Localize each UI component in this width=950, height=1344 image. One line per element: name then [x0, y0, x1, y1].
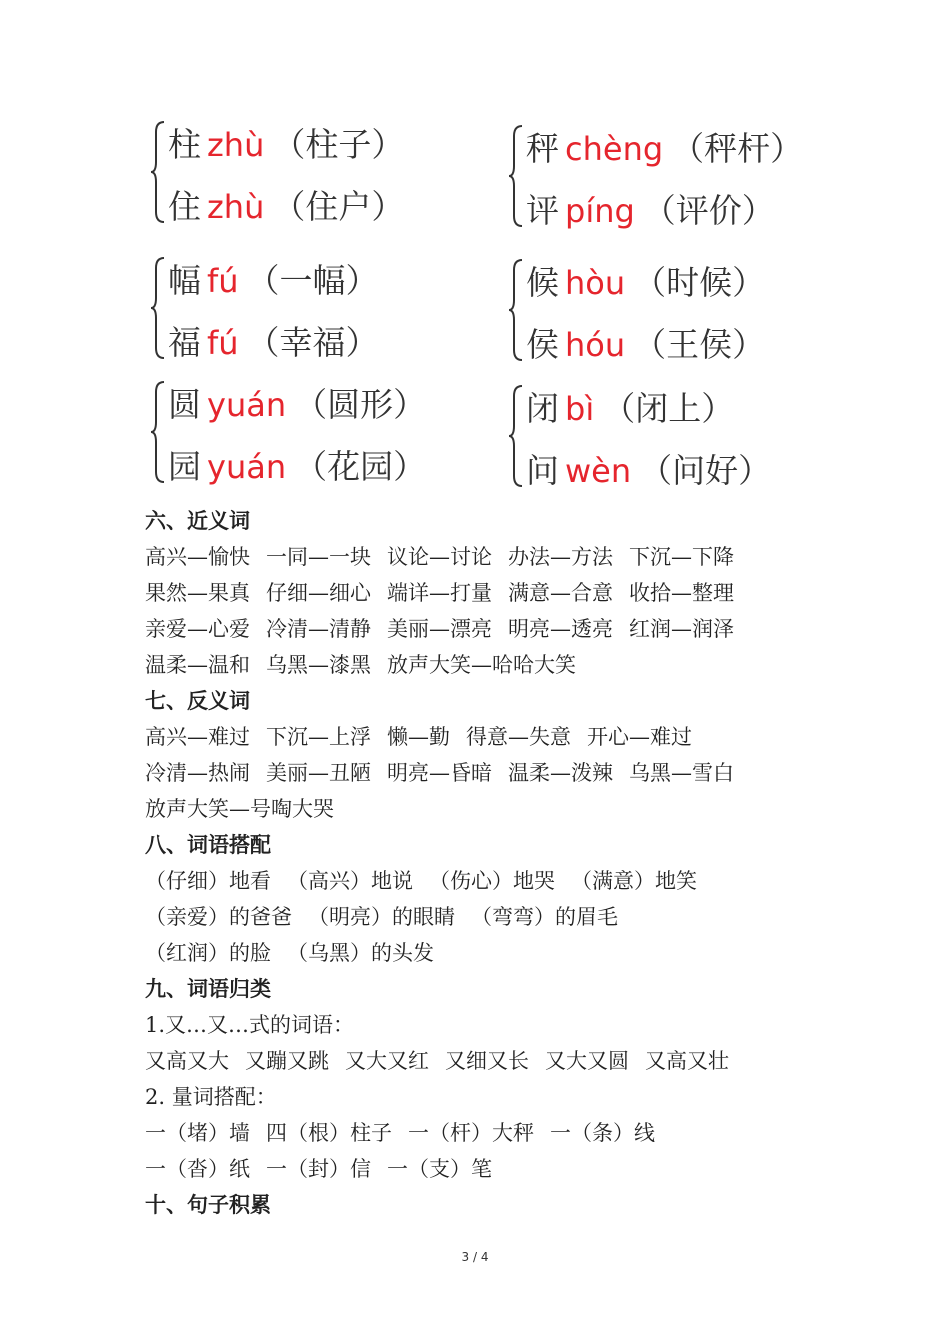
phrase: 又大又圆: [545, 1049, 629, 1073]
pinyin: píng: [565, 192, 635, 230]
phrase: 又高又壮: [645, 1049, 729, 1073]
word-pair: 高兴—难过: [145, 725, 250, 749]
phrase: （仔细）地看: [145, 869, 271, 893]
pair-line-top: [526, 124, 803, 174]
word-pair: 放声大笑—哈哈大笑: [387, 653, 576, 677]
pinyin: zhù: [207, 188, 265, 226]
text-row: [145, 611, 750, 647]
word-pair: 端详—打量: [387, 581, 492, 605]
word-pair: 一同—一块: [266, 545, 371, 569]
character: 福: [168, 323, 201, 362]
pinyin: yuán: [207, 448, 287, 486]
phrase: （弯弯）的眉毛: [471, 905, 618, 929]
word-pair: 冷清—热闹: [145, 761, 250, 785]
word-pair: 议论—讨论: [387, 545, 492, 569]
text-row: [145, 539, 750, 575]
char-pair-3: [150, 256, 490, 366]
section-collocation: [145, 827, 713, 971]
phrase: （明亮）的眼睛: [308, 905, 455, 929]
section-heading: 八、词语搭配: [145, 833, 271, 857]
phrase: 又高又大: [145, 1049, 229, 1073]
pair-line-bottom: [526, 186, 775, 236]
pinyin: yuán: [207, 386, 287, 424]
text-row: [145, 1151, 745, 1187]
char-pair-1: [150, 120, 490, 230]
pair-line-top: [168, 256, 379, 306]
text-row: [145, 791, 750, 827]
text-row: [145, 1043, 745, 1079]
pair-line-top: [526, 384, 734, 434]
pair-line-bottom: [526, 446, 771, 496]
word-pair: 美丽—漂亮: [387, 617, 492, 641]
word-pair: 温柔—泼辣: [508, 761, 613, 785]
left-brace-icon: [508, 258, 524, 362]
word-pair: 收拾—整理: [629, 581, 734, 605]
pair-line-top: [168, 380, 426, 430]
section-heading: 六、近义词: [145, 509, 250, 533]
character: 闭: [526, 389, 559, 428]
char-pair-2: [508, 124, 848, 234]
character: 圆: [168, 385, 201, 424]
subheading: 2. 量词搭配：: [145, 1085, 277, 1109]
word: （花园）: [294, 447, 427, 486]
section-classification: [145, 971, 745, 1187]
section-heading: 十、句子积累: [145, 1193, 271, 1217]
phrase: 一（封）信: [266, 1157, 371, 1181]
phrase: （亲爱）的爸爸: [145, 905, 292, 929]
word-pair: 下沉—上浮: [266, 725, 371, 749]
section-synonyms: [145, 503, 750, 683]
character: 候: [526, 263, 559, 302]
phrase: （满意）地笑: [571, 869, 697, 893]
word-pair: 放声大笑—号啕大哭: [145, 797, 334, 821]
phrase: 又细又长: [445, 1049, 529, 1073]
character: 秤: [526, 129, 559, 168]
pinyin: hóu: [565, 326, 626, 364]
char-pair-6: [508, 384, 848, 494]
word: （时候）: [633, 263, 766, 302]
word: （问好）: [639, 451, 772, 490]
section-heading: 九、词语归类: [145, 977, 271, 1001]
word: （一幅）: [246, 261, 379, 300]
word: （柱子）: [272, 125, 405, 164]
pair-line-bottom: [168, 182, 404, 232]
pinyin: hòu: [565, 264, 626, 302]
word-pair: 懒—勤: [387, 725, 450, 749]
text-row: [145, 863, 713, 899]
text-row: [145, 755, 750, 791]
left-brace-icon: [150, 120, 166, 224]
word-pair: 红润—润泽: [629, 617, 734, 641]
text-row: [145, 899, 713, 935]
word: （幸福）: [246, 323, 379, 362]
pinyin: wèn: [565, 452, 632, 490]
word: （秤杆）: [671, 129, 804, 168]
word-pair: 明亮—昏暗: [387, 761, 492, 785]
pinyin: chèng: [565, 130, 664, 168]
word-pair: 仔细—细心: [266, 581, 371, 605]
subheading: 1.又…又…式的词语：: [145, 1013, 355, 1037]
phrase: 一（条）线: [550, 1121, 655, 1145]
phrase: 一（沓）纸: [145, 1157, 250, 1181]
word-pair: 高兴—愉快: [145, 545, 250, 569]
section-sentences: [145, 1187, 271, 1223]
left-brace-icon: [150, 380, 166, 484]
text-row: [145, 647, 750, 683]
word-pair: 开心—难过: [587, 725, 692, 749]
pair-line-top: [168, 120, 404, 170]
phrase: （高兴）地说: [287, 869, 413, 893]
phrase: （伤心）地哭: [429, 869, 555, 893]
pinyin: zhù: [207, 126, 265, 164]
character: 侯: [526, 325, 559, 364]
text-row: [145, 575, 750, 611]
section-antonyms: [145, 683, 750, 827]
character: 柱: [168, 125, 201, 164]
left-brace-icon: [150, 256, 166, 360]
char-pair-4: [508, 258, 848, 368]
left-brace-icon: [508, 384, 524, 488]
page-number: 3 / 4: [461, 1250, 489, 1264]
section-heading: 七、反义词: [145, 689, 250, 713]
word-pair: 明亮—透亮: [508, 617, 613, 641]
pair-line-bottom: [168, 442, 426, 492]
word-pair: 温柔—温和: [145, 653, 250, 677]
character: 幅: [168, 261, 201, 300]
text-row: [145, 719, 750, 755]
word: （圆形）: [294, 385, 427, 424]
word-pair: 果然—果真: [145, 581, 250, 605]
word-pair: 得意—失意: [466, 725, 571, 749]
phrase: 四（根）柱子: [266, 1121, 392, 1145]
character: 园: [168, 447, 201, 486]
phrase: （乌黑）的头发: [287, 941, 434, 965]
phrase: 又蹦又跳: [245, 1049, 329, 1073]
char-pair-5: [150, 380, 490, 490]
word-pair: 乌黑—漆黑: [266, 653, 371, 677]
phrase: 一（杆）大秤: [408, 1121, 534, 1145]
pair-line-bottom: [168, 318, 379, 368]
word-pair: 亲爱—心爱: [145, 617, 250, 641]
word-pair: 办法—方法: [508, 545, 613, 569]
text-row: [145, 1115, 745, 1151]
word-pair: 乌黑—雪白: [629, 761, 734, 785]
phrase: 一（支）笔: [387, 1157, 492, 1181]
character: 评: [526, 191, 559, 230]
word-pair: 满意—合意: [508, 581, 613, 605]
word-pair: 冷清—清静: [266, 617, 371, 641]
word-pair: 美丽—丑陋: [266, 761, 371, 785]
pair-line-top: [526, 258, 765, 308]
pinyin: fú: [207, 262, 239, 300]
pair-line-bottom: [526, 320, 765, 370]
text-row: [145, 935, 713, 971]
pinyin: bì: [565, 390, 595, 428]
phrase: （红润）的脸: [145, 941, 271, 965]
pinyin: fú: [207, 324, 239, 362]
character: 住: [168, 187, 201, 226]
phrase: 一（堵）墙: [145, 1121, 250, 1145]
word: （闭上）: [602, 389, 735, 428]
word: （评价）: [642, 191, 775, 230]
word: （王侯）: [633, 325, 766, 364]
left-brace-icon: [508, 124, 524, 228]
word: （住户）: [272, 187, 405, 226]
phrase: 又大又红: [345, 1049, 429, 1073]
character: 问: [526, 451, 559, 490]
word-pair: 下沉—下降: [629, 545, 734, 569]
